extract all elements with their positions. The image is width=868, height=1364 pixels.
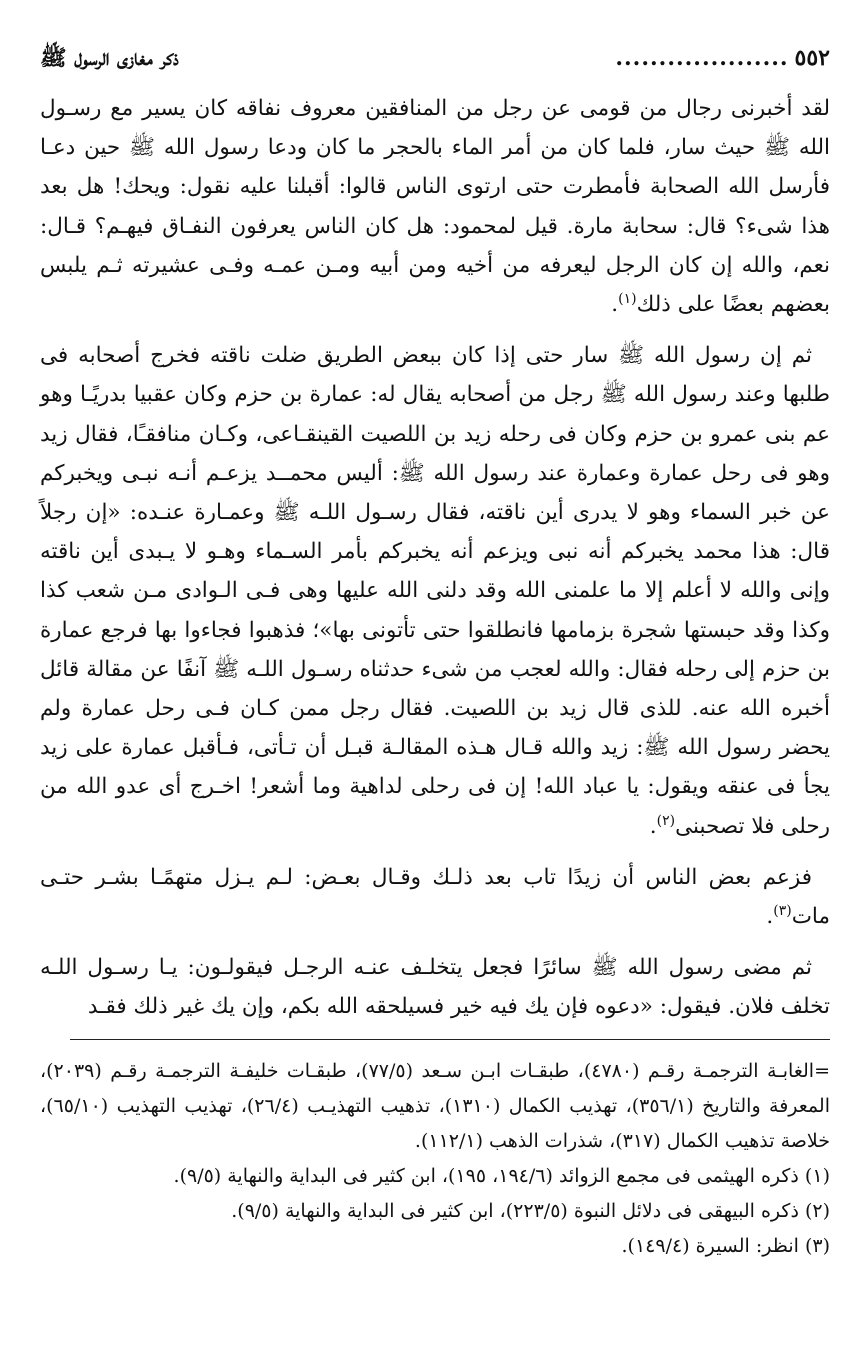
paragraph-4 — [40, 948, 830, 1026]
document-page — [40, 44, 830, 1344]
header-leader-dots: .................... — [615, 45, 789, 71]
footnote-ref-2: (٢) — [656, 812, 676, 829]
paragraph-3 — [40, 858, 830, 936]
footnote-separator — [70, 1039, 830, 1040]
chapter-title: ذكر مغازى الرسول ﷺ — [40, 45, 179, 71]
footnote-2: (٢) ذكره البيهقى فى دلائل النبوة (٢٢٣/٥)، ابن كثير فى البداية والنهاية (٩/٥). — [231, 1199, 830, 1222]
footnotes — [40, 1054, 830, 1264]
footnote-continuation: =الغابـة الترجمـة رقـم (٤٧٨٠)، طبقـات ابـن سـعد (٧٧/٥)، طبقـات خليفـة الترجمـة رقـم (٢٠٣٩)، المعرفة والتاريخ (٣٥٦/١)، تهذيب الكمال (١٣١٠)، تذهيب التهذيـب (٢٦/٤)، تهذيب التهذيب (٦٥/١٠)، خلاصة تذهيب الكمال (٣١٧)، شذرات الذهب (١١٢/١). — [40, 1059, 830, 1152]
page-number: ٥٥٢ — [794, 45, 830, 71]
footnote-ref-1: (١) — [618, 290, 637, 307]
footnote-3: (٣) انظر: السيرة (١٤٩/٤). — [621, 1234, 830, 1257]
paragraph-1-end: . — [611, 292, 619, 318]
footnote-1: (١) ذكره الهيثمى فى مجمع الزوائد (١٩٤/٦، ١٩٥)، ابن كثير فى البداية والنهاية (٩/٥). — [173, 1164, 830, 1187]
main-text — [40, 89, 830, 1027]
paragraph-2-text: ثم إن رسول الله ﷺ سار حتى إذا كان ببعض الطريق ضلت ناقته فخرج أصحابه فى طلبها وعند رسول الله ﷺ رجل من أصحابه يقال له: عمارة بن حزم وكان عقبيا بدريًـا وهو عم بنى عمرو بن حزم وكان فى رحله زيد بن اللصيت القينقـاعى، وكـان منافقـًا، فقال زيد وهو فى رحل عمارة وعمارة عند رسول الله ﷺ: أليس محمــد يزعـم أنـه نبـى ويخبركم عن خبر السماء وهو لا يدرى أين ناقته، فقال رسـول اللـه ﷺ وعمـارة عنـده: «إن رجلاً قال: هذا محمد يخبركم أنه نبى ويزعم أنه يخبركم بأمر السـماء وهـو لا يـبدى أين ناقته وإنى والله لا أعلم إلا ما علمنى الله وقد دلنى الله عليها وهى فـى الـوادى مـن شعب كذا وكذا وقد حبستها شجرة بزمامها فانطلقوا حتى تأتونى بها»؛ فذهبوا فجاءوا بها فرجع عمارة بن حزم إلى رحله فقال: والله لعجب من شىء حدثناه رسـول اللـه ﷺ آنفًا عن مقالة قائل أخبره الله عنه. للذى قال زيد بن اللصيت. فقال رجل ممن كـان فـى رحل عمارة ولم يحضر رسول الله ﷺ: زيد والله قـال هـذه المقالـة قبـل أن تـأتى، فـأقبل عمارة على زيد يجأ فى عنقه ويقول: يا عباد الله! إن فى رحلى لداهية وما أشعر! اخـرج أى عدو الله من رحلى فلا تصحبنى — [40, 343, 830, 839]
header-title-group — [609, 45, 830, 71]
paragraph-1-text: لقد أخبرنى رجال من قومى عن رجل من المنافقين معروف نفاقه كان يسير مع رسـول الله ﷺ حيث سار، فلما كان من أمر الماء بالحجر ما كان ودعا رسول الله ﷺ حين دعـا فأرسل الله الصحابة فأمطرت حتى ارتوى الناس قالوا: أقبلنا عليه نقول: ويحك! هل بعد هذا شىء؟ قال: سحابة مارة. قيل لمحمود: هل كان الناس يعرفون النفـاق فيهـم؟ قـال: نعم، والله إن كان الرجل ليعرفه من أخيه ومن أبيه ومـن عمـه وفـى عشيرته ثـم يلبس بعضهم بعضًا على ذلك — [40, 96, 830, 318]
running-header — [40, 44, 830, 81]
paragraph-3-text: فزعم بعض الناس أن زيدًا تاب بعد ذلـك وقـال بعـض: لـم يـزل متهمًـا بشـر حتـى مات — [40, 864, 830, 930]
paragraph-2-end: . — [649, 813, 657, 839]
paragraph-2 — [40, 336, 830, 846]
paragraph-3-end: . — [766, 904, 774, 930]
paragraph-4-text: ثم مضى رسول الله ﷺ سائرًا فجعل يتخلـف عنـه الرجـل فيقولـون: يـا رسـول اللـه تخلف فلان. فيقول: «دعوه فإن يك فيه خير فسيلحقه الله بكم، وإن يك غير ذلك فقـد — [40, 955, 830, 1020]
footnote-ref-3: (٣) — [773, 902, 792, 919]
paragraph-1 — [40, 89, 830, 324]
